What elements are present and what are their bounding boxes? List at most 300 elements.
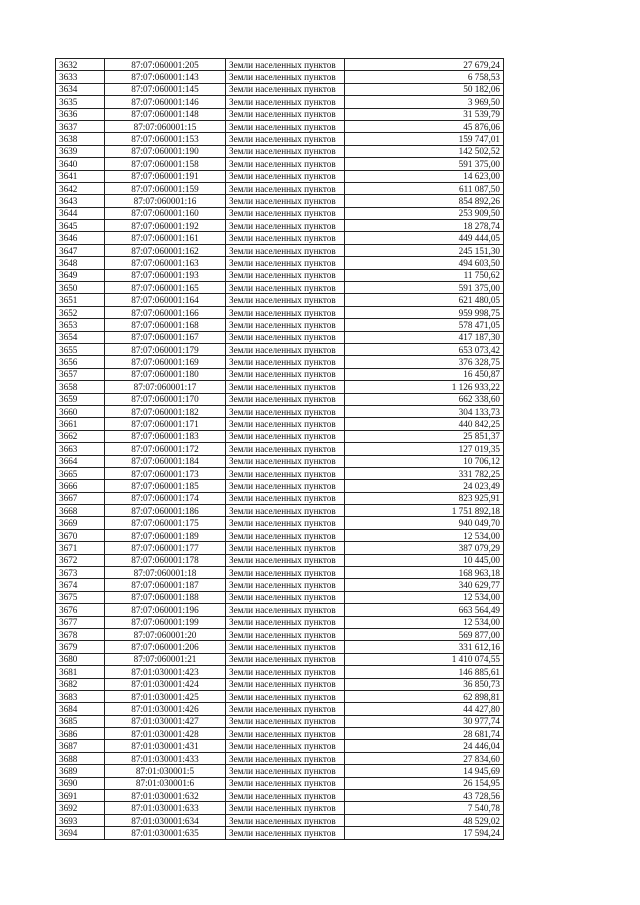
cadastral-number-cell: 87:01:030001:433	[105, 752, 226, 764]
row-number-cell: 3660	[56, 405, 105, 417]
cadastral-number-cell: 87:01:030001:634	[105, 814, 226, 826]
cadastral-value-cell: 10 706,12	[345, 455, 504, 467]
row-number-cell: 3675	[56, 591, 105, 603]
row-number-cell: 3682	[56, 678, 105, 690]
table-row	[56, 814, 504, 826]
land-category-cell: Земли населенных пунктов	[226, 765, 345, 777]
table-row	[56, 343, 504, 355]
row-number-cell: 3677	[56, 616, 105, 628]
cadastral-value-cell: 17 594,24	[345, 827, 504, 839]
row-number-cell: 3673	[56, 567, 105, 579]
cadastral-value-cell: 662 338,60	[345, 393, 504, 405]
row-number-cell: 3678	[56, 628, 105, 640]
cadastral-value-cell: 36 850,73	[345, 678, 504, 690]
row-number-cell: 3680	[56, 653, 105, 665]
cadastral-value-cell: 62 898,81	[345, 690, 504, 702]
cadastral-number-cell: 87:07:060001:172	[105, 443, 226, 455]
land-category-cell: Земли населенных пунктов	[226, 616, 345, 628]
land-category-cell: Земли населенных пунктов	[226, 752, 345, 764]
cadastral-number-cell: 87:07:060001:160	[105, 207, 226, 219]
land-category-cell: Земли населенных пунктов	[226, 827, 345, 839]
cadastral-number-cell: 87:01:030001:428	[105, 728, 226, 740]
cadastral-number-cell: 87:07:060001:15	[105, 120, 226, 132]
row-number-cell: 3653	[56, 319, 105, 331]
table-row	[56, 59, 504, 71]
table-row	[56, 579, 504, 591]
table-row	[56, 220, 504, 232]
row-number-cell: 3666	[56, 480, 105, 492]
table-row	[56, 505, 504, 517]
row-number-cell: 3662	[56, 430, 105, 442]
table-row	[56, 331, 504, 343]
cadastral-number-cell: 87:01:030001:635	[105, 827, 226, 839]
land-category-cell: Земли населенных пунктов	[226, 542, 345, 554]
cadastral-number-cell: 87:07:060001:175	[105, 517, 226, 529]
cadastral-value-cell: 44 427,80	[345, 703, 504, 715]
cadastral-value-cell: 28 681,74	[345, 728, 504, 740]
cadastral-value-cell: 24 023,49	[345, 480, 504, 492]
cadastral-value-cell: 387 079,29	[345, 542, 504, 554]
row-number-cell: 3637	[56, 120, 105, 132]
row-number-cell: 3672	[56, 554, 105, 566]
cadastral-value-cell: 7 540,78	[345, 802, 504, 814]
table-row	[56, 133, 504, 145]
cadastral-value-cell: 25 851,37	[345, 430, 504, 442]
cadastral-number-cell: 87:07:060001:192	[105, 220, 226, 232]
cadastral-value-cell: 440 842,25	[345, 418, 504, 430]
cadastral-number-cell: 87:07:060001:168	[105, 319, 226, 331]
row-number-cell: 3642	[56, 182, 105, 194]
row-number-cell: 3692	[56, 802, 105, 814]
land-category-cell: Земли населенных пунктов	[226, 480, 345, 492]
row-number-cell: 3663	[56, 443, 105, 455]
cadastral-number-cell: 87:01:030001:633	[105, 802, 226, 814]
table-row	[56, 356, 504, 368]
cadastral-number-cell: 87:07:060001:171	[105, 418, 226, 430]
land-category-cell: Земли населенных пунктов	[226, 381, 345, 393]
table-row	[56, 96, 504, 108]
row-number-cell: 3665	[56, 467, 105, 479]
cadastral-value-table	[55, 58, 504, 840]
cadastral-value-cell: 591 375,00	[345, 282, 504, 294]
table-row	[56, 616, 504, 628]
row-number-cell: 3694	[56, 827, 105, 839]
cadastral-number-cell: 87:07:060001:188	[105, 591, 226, 603]
land-category-cell: Земли населенных пунктов	[226, 319, 345, 331]
cadastral-value-cell: 569 877,00	[345, 628, 504, 640]
cadastral-number-cell: 87:07:060001:166	[105, 306, 226, 318]
row-number-cell: 3687	[56, 740, 105, 752]
table-row	[56, 294, 504, 306]
row-number-cell: 3690	[56, 777, 105, 789]
cadastral-number-cell: 87:01:030001:424	[105, 678, 226, 690]
cadastral-value-cell: 18 278,74	[345, 220, 504, 232]
cadastral-number-cell: 87:07:060001:193	[105, 269, 226, 281]
cadastral-value-cell: 823 925,91	[345, 492, 504, 504]
row-number-cell: 3679	[56, 641, 105, 653]
cadastral-value-cell: 14 623,00	[345, 170, 504, 182]
land-category-cell: Земли населенных пунктов	[226, 579, 345, 591]
table-row	[56, 628, 504, 640]
row-number-cell: 3648	[56, 257, 105, 269]
row-number-cell: 3686	[56, 728, 105, 740]
table-row	[56, 542, 504, 554]
cadastral-value-cell: 27 834,60	[345, 752, 504, 764]
table-row	[56, 529, 504, 541]
cadastral-number-cell: 87:07:060001:199	[105, 616, 226, 628]
land-category-cell: Земли населенных пунктов	[226, 666, 345, 678]
table-row	[56, 269, 504, 281]
land-category-cell: Земли населенных пунктов	[226, 740, 345, 752]
table-row	[56, 567, 504, 579]
table-row	[56, 405, 504, 417]
table-row	[56, 641, 504, 653]
land-category-cell: Земли населенных пунктов	[226, 393, 345, 405]
land-category-cell: Земли населенных пунктов	[226, 331, 345, 343]
cadastral-number-cell: 87:07:060001:178	[105, 554, 226, 566]
cadastral-value-cell: 304 133,73	[345, 405, 504, 417]
cadastral-value-cell: 26 154,95	[345, 777, 504, 789]
cadastral-value-cell: 663 564,49	[345, 604, 504, 616]
cadastral-value-cell: 16 450,87	[345, 368, 504, 380]
row-number-cell: 3647	[56, 244, 105, 256]
cadastral-number-cell: 87:07:060001:165	[105, 282, 226, 294]
cadastral-number-cell: 87:07:060001:163	[105, 257, 226, 269]
cadastral-value-cell: 12 534,00	[345, 591, 504, 603]
row-number-cell: 3633	[56, 71, 105, 83]
land-category-cell: Земли населенных пунктов	[226, 690, 345, 702]
table-row	[56, 765, 504, 777]
land-category-cell: Земли населенных пунктов	[226, 567, 345, 579]
land-category-cell: Земли населенных пунктов	[226, 554, 345, 566]
row-number-cell: 3670	[56, 529, 105, 541]
cadastral-value-cell: 1 126 933,22	[345, 381, 504, 393]
cadastral-number-cell: 87:01:030001:632	[105, 790, 226, 802]
land-category-cell: Земли населенных пунктов	[226, 703, 345, 715]
land-category-cell: Земли населенных пунктов	[226, 430, 345, 442]
row-number-cell: 3659	[56, 393, 105, 405]
cadastral-number-cell: 87:07:060001:190	[105, 145, 226, 157]
row-number-cell: 3649	[56, 269, 105, 281]
table-row	[56, 430, 504, 442]
cadastral-number-cell: 87:07:060001:191	[105, 170, 226, 182]
row-number-cell: 3638	[56, 133, 105, 145]
cadastral-number-cell: 87:07:060001:16	[105, 195, 226, 207]
land-category-cell: Земли населенных пунктов	[226, 71, 345, 83]
cadastral-value-cell: 45 876,06	[345, 120, 504, 132]
table-row	[56, 827, 504, 839]
cadastral-value-cell: 14 945,69	[345, 765, 504, 777]
land-category-cell: Земли населенных пунктов	[226, 232, 345, 244]
land-category-cell: Земли населенных пунктов	[226, 182, 345, 194]
cadastral-value-cell: 146 885,61	[345, 666, 504, 678]
land-category-cell: Земли населенных пунктов	[226, 133, 345, 145]
cadastral-number-cell: 87:07:060001:184	[105, 455, 226, 467]
cadastral-number-cell: 87:07:060001:189	[105, 529, 226, 541]
cadastral-number-cell: 87:07:060001:159	[105, 182, 226, 194]
cadastral-value-cell: 854 892,26	[345, 195, 504, 207]
land-category-cell: Земли населенных пунктов	[226, 195, 345, 207]
cadastral-value-cell: 253 909,50	[345, 207, 504, 219]
cadastral-value-cell: 591 375,00	[345, 158, 504, 170]
cadastral-number-cell: 87:07:060001:183	[105, 430, 226, 442]
table-row	[56, 690, 504, 702]
cadastral-number-cell: 87:07:060001:187	[105, 579, 226, 591]
cadastral-number-cell: 87:01:030001:431	[105, 740, 226, 752]
cadastral-value-cell: 159 747,01	[345, 133, 504, 145]
land-category-cell: Земли населенных пунктов	[226, 418, 345, 430]
row-number-cell: 3639	[56, 145, 105, 157]
cadastral-number-cell: 87:01:030001:5	[105, 765, 226, 777]
cadastral-number-cell: 87:07:060001:196	[105, 604, 226, 616]
table-row	[56, 604, 504, 616]
row-number-cell: 3669	[56, 517, 105, 529]
cadastral-number-cell: 87:07:060001:158	[105, 158, 226, 170]
land-category-cell: Земли населенных пунктов	[226, 492, 345, 504]
cadastral-number-cell: 87:07:060001:146	[105, 96, 226, 108]
cadastral-number-cell: 87:07:060001:17	[105, 381, 226, 393]
cadastral-number-cell: 87:07:060001:20	[105, 628, 226, 640]
cadastral-value-cell: 494 603,50	[345, 257, 504, 269]
land-category-cell: Земли населенных пунктов	[226, 604, 345, 616]
table-row	[56, 790, 504, 802]
land-category-cell: Земли населенных пунктов	[226, 244, 345, 256]
row-number-cell: 3657	[56, 368, 105, 380]
land-category-cell: Земли населенных пунктов	[226, 356, 345, 368]
table-row	[56, 703, 504, 715]
table-row	[56, 244, 504, 256]
row-number-cell: 3667	[56, 492, 105, 504]
cadastral-value-cell: 168 963,18	[345, 567, 504, 579]
cadastral-number-cell: 87:07:060001:179	[105, 343, 226, 355]
cadastral-number-cell: 87:07:060001:170	[105, 393, 226, 405]
table-row	[56, 368, 504, 380]
cadastral-value-cell: 12 534,00	[345, 529, 504, 541]
land-category-cell: Земли населенных пунктов	[226, 368, 345, 380]
row-number-cell: 3632	[56, 59, 105, 71]
land-category-cell: Земли населенных пунктов	[226, 467, 345, 479]
row-number-cell: 3644	[56, 207, 105, 219]
row-number-cell: 3689	[56, 765, 105, 777]
land-category-cell: Земли населенных пунктов	[226, 207, 345, 219]
land-category-cell: Земли населенных пунктов	[226, 455, 345, 467]
cadastral-value-cell: 340 629,77	[345, 579, 504, 591]
table-row	[56, 108, 504, 120]
table-row	[56, 678, 504, 690]
cadastral-value-cell: 1 751 892,18	[345, 505, 504, 517]
table-row	[56, 393, 504, 405]
cadastral-value-cell: 48 529,02	[345, 814, 504, 826]
row-number-cell: 3681	[56, 666, 105, 678]
cadastral-number-cell: 87:01:030001:426	[105, 703, 226, 715]
land-category-cell: Земли населенных пунктов	[226, 715, 345, 727]
land-category-cell: Земли населенных пунктов	[226, 405, 345, 417]
land-category-cell: Земли населенных пунктов	[226, 517, 345, 529]
table-row	[56, 591, 504, 603]
row-number-cell: 3645	[56, 220, 105, 232]
cadastral-value-cell: 331 782,25	[345, 467, 504, 479]
cadastral-value-cell: 959 998,75	[345, 306, 504, 318]
cadastral-value-cell: 3 969,50	[345, 96, 504, 108]
cadastral-number-cell: 87:07:060001:161	[105, 232, 226, 244]
cadastral-number-cell: 87:01:030001:427	[105, 715, 226, 727]
cadastral-number-cell: 87:07:060001:162	[105, 244, 226, 256]
row-number-cell: 3658	[56, 381, 105, 393]
row-number-cell: 3688	[56, 752, 105, 764]
land-category-cell: Земли населенных пунктов	[226, 343, 345, 355]
cadastral-value-cell: 245 151,30	[345, 244, 504, 256]
row-number-cell: 3691	[56, 790, 105, 802]
land-category-cell: Земли населенных пунктов	[226, 802, 345, 814]
cadastral-number-cell: 87:07:060001:153	[105, 133, 226, 145]
cadastral-value-cell: 31 539,79	[345, 108, 504, 120]
row-number-cell: 3641	[56, 170, 105, 182]
row-number-cell: 3652	[56, 306, 105, 318]
cadastral-number-cell: 87:07:060001:167	[105, 331, 226, 343]
table-row	[56, 195, 504, 207]
table-row	[56, 306, 504, 318]
row-number-cell: 3635	[56, 96, 105, 108]
land-category-cell: Земли населенных пунктов	[226, 282, 345, 294]
row-number-cell: 3646	[56, 232, 105, 244]
table-row	[56, 170, 504, 182]
row-number-cell: 3664	[56, 455, 105, 467]
table-row	[56, 83, 504, 95]
row-number-cell: 3693	[56, 814, 105, 826]
cadastral-value-cell: 27 679,24	[345, 59, 504, 71]
land-category-cell: Земли населенных пунктов	[226, 628, 345, 640]
table-row	[56, 257, 504, 269]
cadastral-value-cell: 50 182,06	[345, 83, 504, 95]
table-row	[56, 232, 504, 244]
row-number-cell: 3671	[56, 542, 105, 554]
land-category-cell: Земли населенных пунктов	[226, 641, 345, 653]
table-row	[56, 480, 504, 492]
cadastral-value-cell: 43 728,56	[345, 790, 504, 802]
table-row	[56, 443, 504, 455]
cadastral-value-cell: 449 444,05	[345, 232, 504, 244]
land-category-cell: Земли населенных пунктов	[226, 257, 345, 269]
cadastral-number-cell: 87:01:030001:6	[105, 777, 226, 789]
cadastral-number-cell: 87:01:030001:423	[105, 666, 226, 678]
table-row	[56, 418, 504, 430]
cadastral-number-cell: 87:07:060001:185	[105, 480, 226, 492]
land-category-cell: Земли населенных пунктов	[226, 443, 345, 455]
row-number-cell: 3655	[56, 343, 105, 355]
cadastral-value-cell: 653 073,42	[345, 343, 504, 355]
table-row	[56, 455, 504, 467]
land-category-cell: Земли населенных пунктов	[226, 306, 345, 318]
row-number-cell: 3668	[56, 505, 105, 517]
table-row	[56, 728, 504, 740]
row-number-cell: 3640	[56, 158, 105, 170]
cadastral-value-cell: 127 019,35	[345, 443, 504, 455]
cadastral-number-cell: 87:07:060001:169	[105, 356, 226, 368]
row-number-cell: 3650	[56, 282, 105, 294]
land-category-cell: Земли населенных пунктов	[226, 678, 345, 690]
cadastral-value-cell: 24 446,04	[345, 740, 504, 752]
row-number-cell: 3674	[56, 579, 105, 591]
land-category-cell: Земли населенных пунктов	[226, 108, 345, 120]
land-category-cell: Земли населенных пунктов	[226, 83, 345, 95]
cadastral-value-cell: 1 410 074,55	[345, 653, 504, 665]
land-category-cell: Земли населенных пунктов	[226, 653, 345, 665]
cadastral-value-cell: 621 480,05	[345, 294, 504, 306]
row-number-cell: 3684	[56, 703, 105, 715]
land-category-cell: Земли населенных пунктов	[226, 529, 345, 541]
table-body	[56, 59, 504, 840]
row-number-cell: 3683	[56, 690, 105, 702]
cadastral-number-cell: 87:01:030001:425	[105, 690, 226, 702]
land-category-cell: Земли населенных пунктов	[226, 591, 345, 603]
cadastral-value-cell: 611 087,50	[345, 182, 504, 194]
table-row	[56, 381, 504, 393]
land-category-cell: Земли населенных пунктов	[226, 145, 345, 157]
land-category-cell: Земли населенных пунктов	[226, 158, 345, 170]
table-row	[56, 282, 504, 294]
cadastral-value-cell: 11 750,62	[345, 269, 504, 281]
cadastral-value-cell: 417 187,30	[345, 331, 504, 343]
row-number-cell: 3676	[56, 604, 105, 616]
table-row	[56, 777, 504, 789]
table-row	[56, 517, 504, 529]
row-number-cell: 3651	[56, 294, 105, 306]
table-row	[56, 145, 504, 157]
cadastral-number-cell: 87:07:060001:173	[105, 467, 226, 479]
land-category-cell: Земли населенных пунктов	[226, 269, 345, 281]
cadastral-value-cell: 10 445,00	[345, 554, 504, 566]
row-number-cell: 3661	[56, 418, 105, 430]
land-category-cell: Земли населенных пунктов	[226, 59, 345, 71]
row-number-cell: 3636	[56, 108, 105, 120]
table-row	[56, 554, 504, 566]
land-category-cell: Земли населенных пунктов	[226, 777, 345, 789]
table-row	[56, 158, 504, 170]
cadastral-number-cell: 87:07:060001:205	[105, 59, 226, 71]
row-number-cell: 3654	[56, 331, 105, 343]
table-row	[56, 715, 504, 727]
cadastral-number-cell: 87:07:060001:174	[105, 492, 226, 504]
cadastral-number-cell: 87:07:060001:145	[105, 83, 226, 95]
table-row	[56, 71, 504, 83]
cadastral-number-cell: 87:07:060001:148	[105, 108, 226, 120]
land-category-cell: Земли населенных пунктов	[226, 294, 345, 306]
cadastral-value-cell: 30 977,74	[345, 715, 504, 727]
cadastral-number-cell: 87:07:060001:21	[105, 653, 226, 665]
row-number-cell: 3643	[56, 195, 105, 207]
table-row	[56, 319, 504, 331]
cadastral-number-cell: 87:07:060001:180	[105, 368, 226, 380]
table-row	[56, 752, 504, 764]
row-number-cell: 3685	[56, 715, 105, 727]
row-number-cell: 3634	[56, 83, 105, 95]
cadastral-value-cell: 578 471,05	[345, 319, 504, 331]
cadastral-number-cell: 87:07:060001:164	[105, 294, 226, 306]
table-row	[56, 492, 504, 504]
cadastral-value-cell: 6 758,53	[345, 71, 504, 83]
table-row	[56, 207, 504, 219]
land-category-cell: Земли населенных пунктов	[226, 170, 345, 182]
table-row	[56, 467, 504, 479]
cadastral-value-cell: 331 612,16	[345, 641, 504, 653]
land-category-cell: Земли населенных пунктов	[226, 96, 345, 108]
table-row	[56, 666, 504, 678]
table-row	[56, 653, 504, 665]
land-category-cell: Земли населенных пунктов	[226, 220, 345, 232]
cadastral-value-cell: 376 328,75	[345, 356, 504, 368]
table-row	[56, 802, 504, 814]
cadastral-value-cell: 12 534,00	[345, 616, 504, 628]
